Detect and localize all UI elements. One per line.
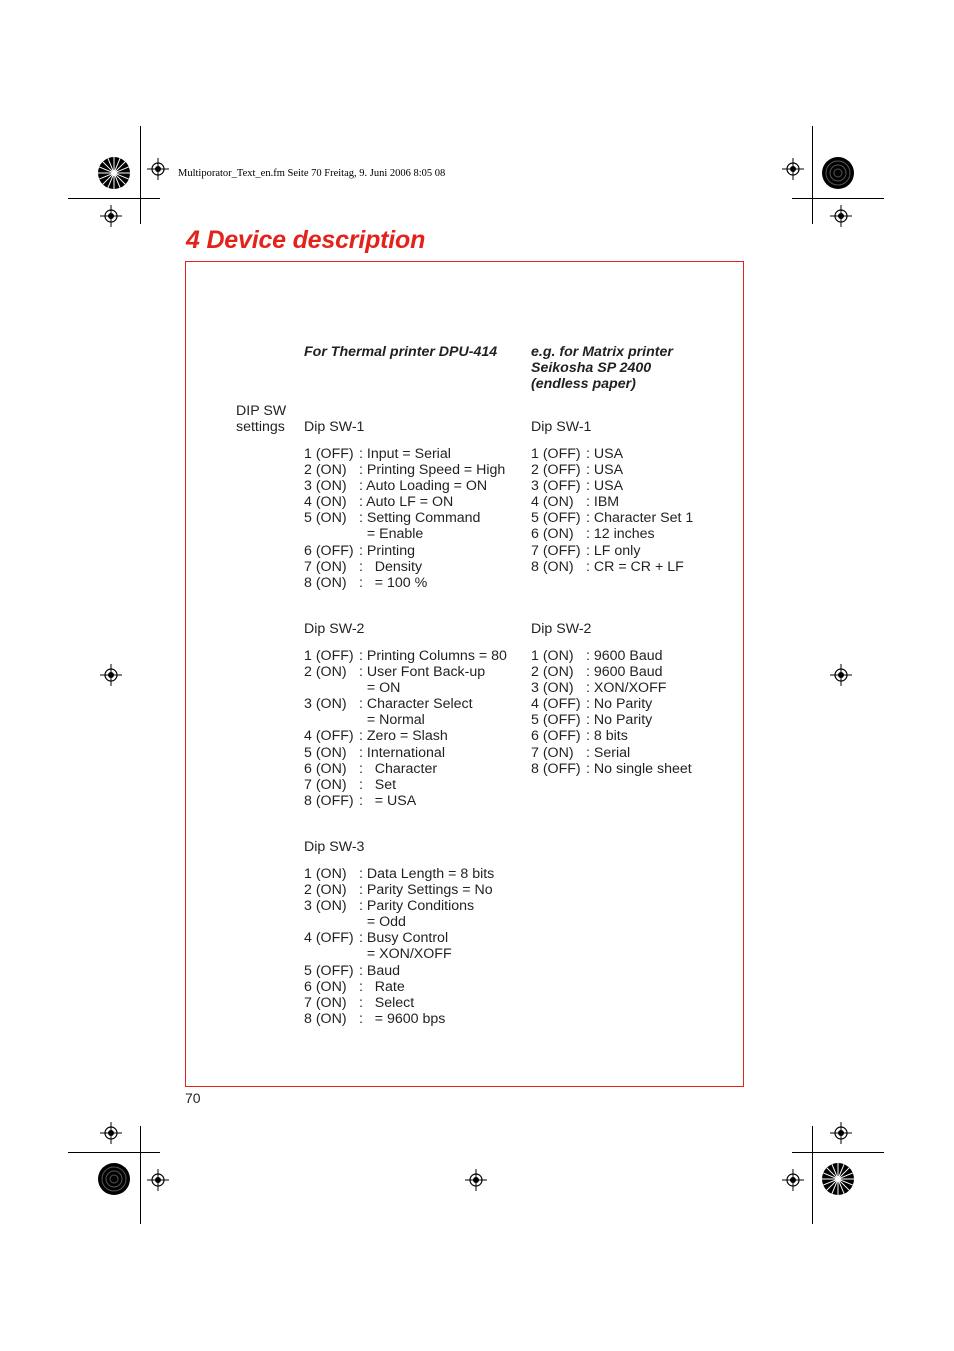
switch-number: 2 (ON)	[304, 882, 347, 899]
switch-setting: : Select	[359, 994, 415, 1011]
switch-number: 3 (ON)	[304, 478, 347, 495]
switch-setting: : Character Select	[359, 696, 473, 713]
crop-mark	[140, 1126, 141, 1224]
switch-setting: : Rate	[359, 978, 405, 995]
crop-mark	[792, 1152, 884, 1153]
dip-switch-row	[304, 462, 505, 478]
dip-switch-row	[304, 494, 505, 510]
dip-switch-row	[304, 696, 507, 712]
switch-number	[304, 914, 359, 930]
dip-switch-row	[304, 914, 494, 930]
switch-setting: : Auto Loading = ON	[359, 478, 488, 495]
switch-setting: : Auto LF = ON	[359, 494, 454, 511]
dip-switch-row	[304, 575, 505, 591]
switch-number: 1 (ON)	[304, 866, 347, 882]
switch-number: 8 (ON)	[304, 1010, 347, 1027]
switch-number	[304, 526, 359, 542]
left-sw3-list	[304, 866, 494, 1027]
switch-number: 5 (ON)	[304, 510, 347, 527]
dip-switch-row	[531, 696, 692, 712]
switch-setting: : Setting Command	[359, 510, 481, 527]
switch-number: 2 (OFF)	[531, 462, 581, 479]
dip-switch-row	[531, 745, 692, 761]
dip-switch-row	[304, 882, 494, 898]
switch-setting: = XON/XOFF	[359, 946, 452, 963]
registration-target-icon	[147, 158, 169, 180]
section-label: DIP SW settings	[236, 403, 287, 436]
switch-number: 7 (ON)	[304, 776, 347, 793]
switch-setting: : Busy Control	[359, 930, 449, 947]
left-sw2-title: Dip SW-2	[304, 621, 365, 637]
registration-target-icon	[830, 205, 852, 227]
dip-switch-row	[531, 478, 693, 494]
switch-setting: : Printing	[359, 542, 415, 559]
switch-setting: : Set	[359, 776, 397, 793]
starburst-mark-icon	[821, 1162, 855, 1196]
switch-setting: : LF only	[586, 542, 641, 559]
registration-target-icon	[147, 1169, 169, 1191]
dip-switch-row	[304, 1011, 494, 1027]
registration-target-icon	[100, 205, 122, 227]
switch-number: 2 (ON)	[304, 664, 347, 681]
dip-switch-row	[304, 728, 507, 744]
dip-switch-row	[531, 559, 693, 575]
dip-switch-row	[304, 559, 505, 575]
switch-number: 7 (ON)	[304, 994, 347, 1011]
switch-setting: : USA	[586, 478, 624, 495]
switch-setting: : Parity Settings = No	[359, 882, 493, 899]
dip-switch-row	[304, 979, 494, 995]
dip-switch-row	[304, 946, 494, 962]
switch-setting: : Density	[359, 558, 423, 575]
dip-switch-row	[531, 664, 692, 680]
right-header-line: Seikosha SP 2400	[531, 360, 652, 377]
switch-number	[304, 680, 359, 696]
right-sw1-title: Dip SW-1	[531, 419, 592, 435]
dip-switch-row	[304, 866, 494, 882]
switch-number: 5 (OFF)	[531, 510, 581, 527]
switch-setting: = Normal	[359, 712, 425, 729]
switch-number: 1 (OFF)	[531, 446, 581, 462]
right-column-header	[531, 344, 673, 392]
switch-number: 6 (ON)	[304, 978, 347, 995]
switch-setting: : 12 inches	[586, 526, 655, 543]
switch-number: 1 (ON)	[531, 648, 574, 664]
dip-switch-row	[531, 761, 692, 777]
starburst-mark-icon	[97, 156, 131, 190]
dip-switch-row	[531, 712, 692, 728]
dip-switch-row	[304, 930, 494, 946]
concentric-mark-icon	[97, 1162, 131, 1196]
dip-switch-row	[304, 712, 507, 728]
crop-mark	[68, 198, 160, 199]
file-header: Multiporator_Text_en.fm Seite 70 Freitag, 9. Juni 2006 8:05 08	[178, 168, 446, 179]
right-sw1-list	[531, 446, 693, 575]
switch-setting: : Zero = Slash	[359, 728, 448, 745]
dip-switch-row	[304, 543, 505, 559]
switch-number: 4 (ON)	[304, 494, 347, 511]
switch-setting: : No Parity	[586, 712, 653, 729]
dip-switch-row	[304, 793, 507, 809]
crop-mark	[68, 1152, 160, 1153]
switch-setting: : No Parity	[586, 696, 653, 713]
switch-number: 6 (ON)	[531, 526, 574, 543]
switch-number: 1 (OFF)	[304, 648, 354, 664]
switch-number: 4 (OFF)	[531, 696, 581, 713]
left-sw1-title: Dip SW-1	[304, 419, 365, 435]
switch-setting: : Input = Serial	[359, 446, 451, 462]
switch-setting: = Enable	[359, 526, 424, 543]
registration-target-icon	[100, 1122, 122, 1144]
dip-switch-row	[304, 995, 494, 1011]
switch-setting: = ON	[359, 680, 401, 697]
left-column-header: For Thermal printer DPU-414	[304, 344, 498, 360]
dip-switch-row	[304, 648, 507, 664]
switch-setting: : Character Set 1	[586, 510, 694, 527]
crop-mark	[812, 126, 813, 224]
dip-switch-row	[304, 761, 507, 777]
dip-switch-row	[531, 680, 692, 696]
switch-setting: = Odd	[359, 914, 406, 931]
registration-target-icon	[830, 664, 852, 686]
switch-number: 5 (OFF)	[304, 962, 354, 979]
switch-number: 6 (OFF)	[531, 728, 581, 745]
switch-number: 8 (ON)	[531, 558, 574, 575]
dip-switch-row	[304, 898, 494, 914]
dip-switch-row	[531, 462, 693, 478]
switch-number: 8 (OFF)	[531, 760, 581, 777]
switch-number: 4 (ON)	[531, 494, 574, 511]
dip-switch-row	[531, 446, 693, 462]
switch-setting: : No single sheet	[586, 760, 692, 777]
dip-switch-row	[304, 664, 507, 680]
left-sw1-list	[304, 446, 505, 591]
concentric-mark-icon	[821, 156, 855, 190]
dip-switch-row	[304, 526, 505, 542]
switch-number: 8 (ON)	[304, 574, 347, 591]
dip-switch-row	[304, 510, 505, 526]
switch-number: 3 (ON)	[304, 898, 347, 915]
right-header-line: e.g. for Matrix printer	[531, 344, 673, 360]
switch-number: 7 (OFF)	[531, 542, 581, 559]
left-sw2-list	[304, 648, 507, 809]
switch-setting: : Data Length = 8 bits	[359, 866, 495, 882]
left-sw3-title: Dip SW-3	[304, 839, 365, 855]
switch-setting: : USA	[586, 462, 624, 479]
dip-switch-row	[304, 963, 494, 979]
switch-number: 6 (ON)	[304, 760, 347, 777]
switch-setting: : Printing Speed = High	[359, 462, 506, 479]
crop-mark	[812, 1126, 813, 1224]
switch-number: 3 (ON)	[304, 696, 347, 713]
dip-switch-row	[531, 543, 693, 559]
switch-setting: : XON/XOFF	[586, 680, 667, 697]
dip-switch-row	[531, 510, 693, 526]
switch-number	[304, 712, 359, 728]
switch-number: 6 (OFF)	[304, 542, 354, 559]
dip-switch-row	[304, 777, 507, 793]
switch-setting: : CR = CR + LF	[586, 558, 684, 575]
switch-setting: : Serial	[586, 744, 631, 761]
chapter-title: 4 Device description	[186, 226, 426, 254]
right-sw2-title: Dip SW-2	[531, 621, 592, 637]
switch-number: 1 (OFF)	[304, 446, 354, 462]
registration-target-icon	[782, 1169, 804, 1191]
switch-number: 3 (ON)	[531, 680, 574, 697]
dip-switch-row	[531, 494, 693, 510]
switch-number	[304, 946, 359, 962]
switch-number: 8 (OFF)	[304, 792, 354, 809]
switch-number: 4 (OFF)	[304, 728, 354, 745]
switch-setting: : International	[359, 744, 445, 761]
registration-target-icon	[782, 158, 804, 180]
switch-setting: : 8 bits	[586, 728, 628, 745]
dip-switch-row	[304, 478, 505, 494]
right-header-line: (endless paper)	[531, 376, 636, 393]
dip-switch-row	[304, 446, 505, 462]
switch-number: 7 (ON)	[531, 744, 574, 761]
switch-setting: : USA	[586, 446, 624, 462]
switch-number: 3 (OFF)	[531, 478, 581, 495]
switch-setting: : 9600 Baud	[586, 648, 663, 664]
switch-setting: : = 100 %	[359, 574, 428, 591]
switch-setting: : User Font Back-up	[359, 664, 486, 681]
dip-switch-row	[531, 728, 692, 744]
right-sw2-list	[531, 648, 692, 777]
page-number: 70	[185, 1090, 201, 1106]
registration-target-icon	[465, 1169, 487, 1191]
switch-number: 4 (OFF)	[304, 930, 354, 947]
switch-number: 5 (ON)	[304, 744, 347, 761]
dip-switch-row	[531, 526, 693, 542]
switch-setting: : = 9600 bps	[359, 1010, 446, 1027]
registration-target-icon	[100, 664, 122, 686]
switch-number: 2 (ON)	[304, 462, 347, 479]
crop-mark	[792, 198, 884, 199]
dip-switch-row	[304, 680, 507, 696]
switch-number: 2 (ON)	[531, 664, 574, 681]
switch-setting: : IBM	[586, 494, 620, 511]
switch-setting: : 9600 Baud	[586, 664, 663, 681]
registration-target-icon	[830, 1122, 852, 1144]
switch-setting: : = USA	[359, 792, 417, 809]
switch-setting: : Parity Conditions	[359, 898, 475, 915]
switch-number: 7 (ON)	[304, 558, 347, 575]
switch-setting: : Character	[359, 760, 438, 777]
switch-number: 5 (OFF)	[531, 712, 581, 729]
switch-setting: : Printing Columns = 80	[359, 648, 507, 664]
dip-switch-row	[531, 648, 692, 664]
switch-setting: : Baud	[359, 962, 401, 979]
dip-switch-row	[304, 745, 507, 761]
crop-mark	[140, 126, 141, 224]
